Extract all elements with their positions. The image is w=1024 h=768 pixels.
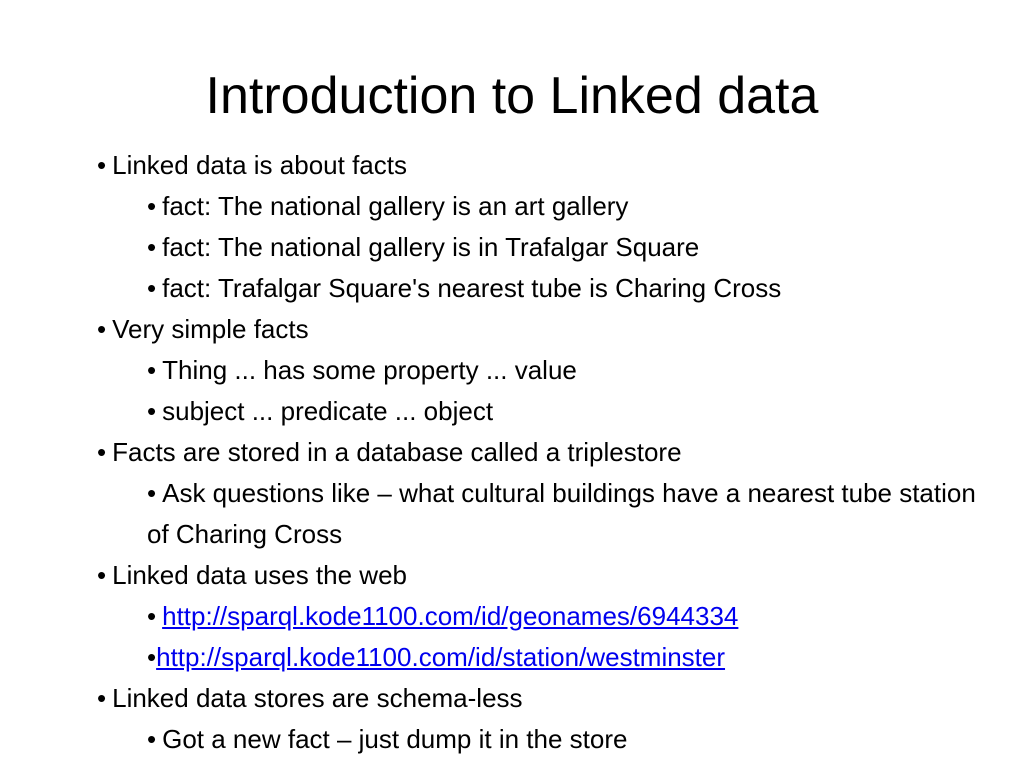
bullet-text: Linked data is about facts bbox=[112, 150, 407, 180]
bullet-item bbox=[97, 555, 997, 596]
sub-bullet-item bbox=[97, 596, 997, 637]
bullet-item bbox=[97, 678, 997, 719]
bullet-text: Linked data uses the web bbox=[112, 560, 407, 590]
bullet-text: fact: The national gallery is an art gallery bbox=[162, 191, 629, 221]
bullet-text: subject ... predicate ... object bbox=[162, 396, 494, 426]
bullet-dot-icon: • bbox=[147, 396, 157, 426]
bullet-item bbox=[97, 145, 997, 186]
bullet-text: Facts are stored in a database called a triplestore bbox=[112, 437, 682, 467]
bullet-dot-icon: • bbox=[147, 601, 157, 631]
bullet-dot-icon: • bbox=[147, 642, 157, 672]
geonames-link[interactable]: http://sparql.kode1100.com/id/geonames/6944334 bbox=[162, 601, 739, 631]
bullet-dot-icon: • bbox=[147, 478, 157, 508]
sub-bullet-item bbox=[97, 391, 997, 432]
bullet-dot-icon: • bbox=[147, 273, 157, 303]
bullet-dot-icon: • bbox=[97, 560, 107, 590]
bullet-dot-icon: • bbox=[97, 683, 107, 713]
sub-bullet-item bbox=[97, 227, 997, 268]
bullet-dot-icon: • bbox=[147, 191, 157, 221]
bullet-dot-icon: • bbox=[147, 232, 157, 262]
slide-body bbox=[97, 145, 997, 760]
bullet-text: Thing ... has some property ... value bbox=[162, 355, 577, 385]
bullet-dot-icon: • bbox=[147, 355, 157, 385]
bullet-text: Very simple facts bbox=[112, 314, 309, 344]
bullet-dot-icon: • bbox=[147, 724, 157, 754]
sub-bullet-item bbox=[97, 350, 997, 391]
sub-bullet-item bbox=[97, 719, 997, 760]
bullet-text: fact: Trafalgar Square's nearest tube is Charing Cross bbox=[162, 273, 782, 303]
sub-bullet-item bbox=[97, 473, 977, 555]
bullet-text: Linked data stores are schema-less bbox=[112, 683, 523, 713]
bullet-text: Got a new fact – just dump it in the store bbox=[162, 724, 628, 754]
sub-bullet-item bbox=[97, 186, 997, 227]
slide-title: Introduction to Linked data bbox=[205, 67, 819, 125]
sub-bullet-item bbox=[97, 268, 997, 309]
bullet-item bbox=[97, 432, 997, 473]
sub-bullet-item bbox=[97, 637, 997, 678]
bullet-text: Ask questions like – what cultural buildings have a nearest tube station of Charing Cross bbox=[147, 478, 976, 549]
westminster-station-link[interactable]: http://sparql.kode1100.com/id/station/westminster bbox=[156, 642, 726, 672]
bullet-item bbox=[97, 309, 997, 350]
bullet-dot-icon: • bbox=[97, 314, 107, 344]
bullet-dot-icon: • bbox=[97, 437, 107, 467]
bullet-dot-icon: • bbox=[97, 150, 107, 180]
bullet-text: fact: The national gallery is in Trafalgar Square bbox=[162, 232, 700, 262]
